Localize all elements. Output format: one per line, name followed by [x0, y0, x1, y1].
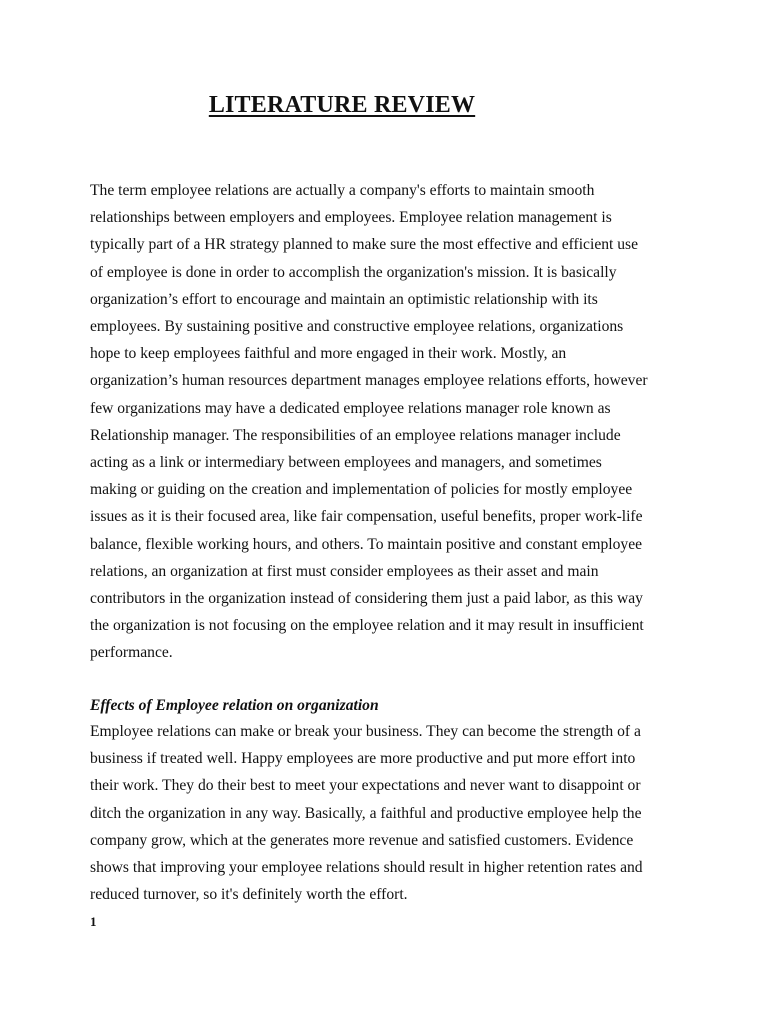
page-number: 1 — [90, 914, 97, 929]
paragraph-line: making or guiding on the creation and implementation of policies for mostly employee — [90, 481, 633, 499]
paragraph-line: employees. By sustaining positive and constructive employee relations, organizations — [90, 318, 624, 336]
paragraph-line: organization’s effort to encourage and maintain an optimistic relationship with its — [90, 290, 598, 308]
paragraph-line: Employee relations can make or break your business. They can become the strength of a — [90, 723, 641, 740]
paragraph-line: company grow, which at the generates more revenue and satisfied customers. Evidence — [90, 831, 634, 849]
paragraph-line: of employee is done in order to accomplish the organization's mission. It is basically — [90, 263, 617, 281]
paragraph-line: acting as a link or intermediary between employees and managers, and sometimes — [90, 454, 602, 472]
paragraph-line: their work. They do their best to meet your expectations and never want to disappoint or — [90, 777, 641, 795]
paragraph-line: issues as it is their focused area, like fair compensation, useful benefits, proper work-life — [90, 508, 643, 526]
paragraph-line: the organization is not focusing on the employee relation and it may result in insufficient — [90, 617, 644, 635]
paragraph-line: contributors in the organization instead of considering them just a paid labor, as this way — [90, 590, 643, 608]
paragraph-line: organization’s human resources department manages employee relations efforts, however — [90, 372, 648, 390]
paragraph-line: Relationship manager. The responsibilities of an employee relations manager include — [90, 426, 621, 444]
intro-paragraph — [90, 177, 680, 667]
paragraph-line: ditch the organization in any way. Basically, a faithful and productive employee help the — [90, 804, 642, 822]
paragraph-line: relations, an organization at first must consider employees as their asset and main — [90, 562, 599, 580]
paragraph-line: performance. — [90, 644, 173, 662]
paragraph-line: relationships between employers and employees. Employee relation management is — [90, 209, 612, 227]
paragraph-line: shows that improving your employee relations should result in higher retention rates and — [90, 859, 643, 877]
paragraph-line: few organizations may have a dedicated employee relations manager role known as — [90, 399, 611, 417]
effects-paragraph — [90, 718, 680, 908]
paragraph-line: reduced turnover, so it's definitely worth the effort. — [90, 886, 408, 904]
paragraph-line: The term employee relations are actually a company's efforts to maintain smooth — [90, 182, 595, 199]
paragraph-line: hope to keep employees faithful and more engaged in their work. Mostly, an — [90, 345, 567, 363]
paragraph-line: business if treated well. Happy employees are more productive and put more effort into — [90, 750, 636, 768]
page-title: LITERATURE REVIEW — [208, 92, 476, 118]
paragraph-line: typically part of a HR strategy planned to make sure the most effective and efficient use — [90, 236, 639, 254]
paragraph-line: balance, flexible working hours, and others. To maintain positive and constant employee — [90, 535, 643, 553]
section-heading: Effects of Employee relation on organization — [90, 697, 379, 714]
